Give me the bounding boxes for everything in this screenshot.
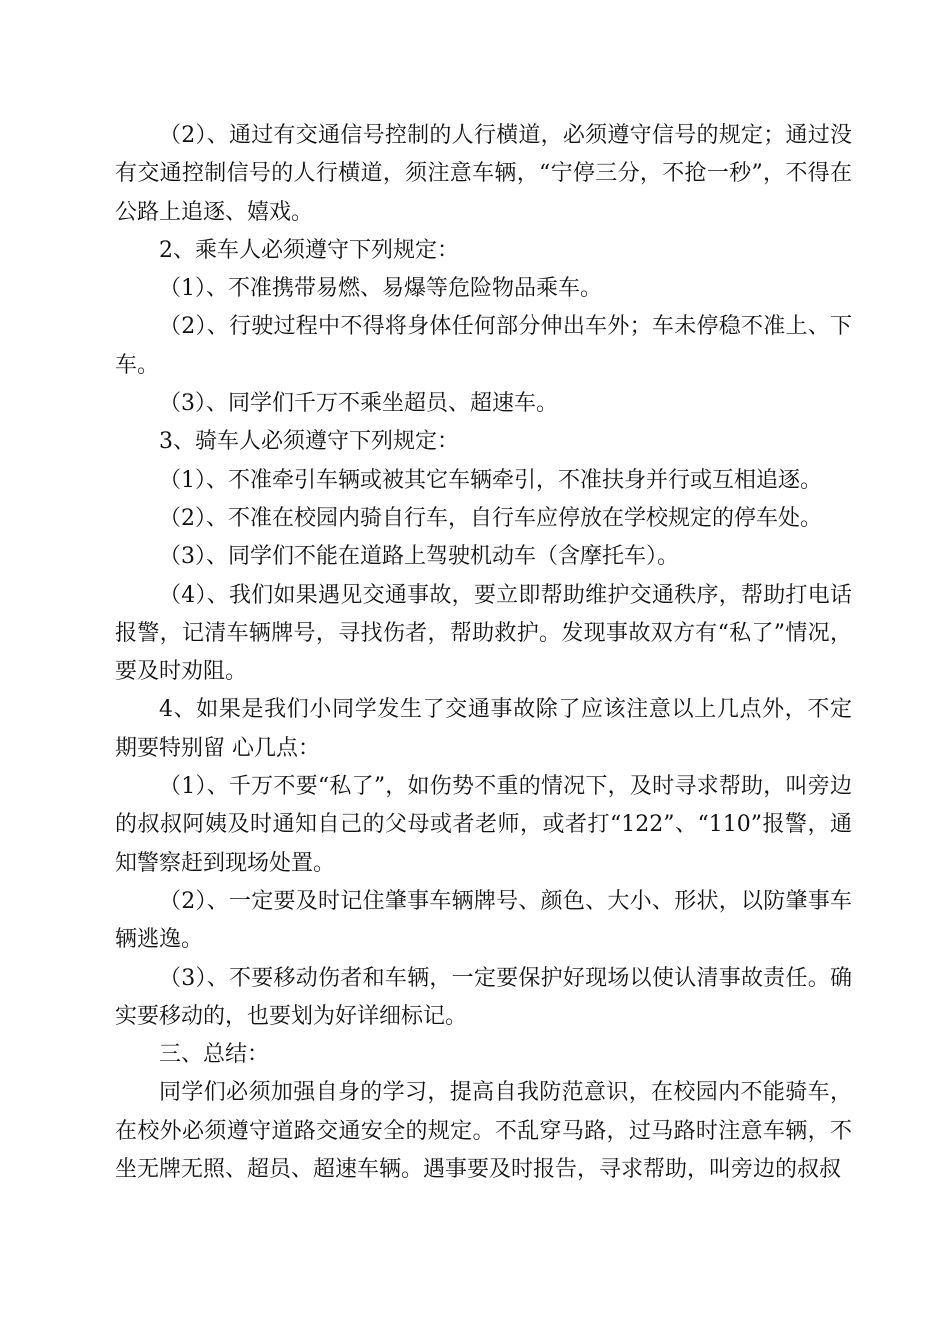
- paragraph-cyclist-rule-4: （4）、我们如果遇见交通事故，要立即帮助维护交通秩序，帮助打电话报警，记清车辆牌号，寻找伤者，帮助救护。发现事故双方有“私了”情况，要及时劝阻。: [115, 582, 852, 685]
- heading-passenger-rules: 2、乘车人必须遵守下列规定：: [159, 237, 459, 263]
- paragraph-cyclist-rule-1: （1）、不准牵引车辆或被其它车辆牵引，不准扶身并行或互相追逐。: [159, 467, 822, 493]
- heading-summary: 三、总结：: [159, 1042, 270, 1068]
- paragraph-passenger-rule-2: （2）、行驶过程中不得将身体任何部分伸出车外；车未停稳不准上、下车。: [115, 314, 852, 378]
- paragraph-accident-rule-3: （3）、不要移动伤者和车辆，一定要保护好现场以使认清事故责任。确实要移动的，也要划为好详细标记。: [115, 965, 852, 1029]
- paragraph-accident-rule-2: （2）、一定要及时记住肇事车辆牌号、颜色、大小、形状，以防肇事车辆逃逸。: [115, 888, 852, 953]
- paragraph-passenger-rule-3: （3）、同学们千万不乘坐超员、超速车。: [159, 391, 558, 417]
- paragraph-pedestrian-crosswalk: （2）、通过有交通信号控制的人行横道，必须遵守信号的规定；通过没有交通控制信号的人行横道，须注意车辆，“宁停三分，不抢一秒”，不得在公路上追逐、嬉戏。: [115, 123, 852, 225]
- paragraph-cyclist-rule-2: （2）、不准在校园内骑自行车，自行车应停放在学校规定的停车处。: [159, 505, 822, 531]
- heading-cyclist-rules: 3、骑车人必须遵守下列规定：: [159, 429, 459, 455]
- paragraph-summary: 同学们必须加强自身的学习，提高自我防范意识，在校园内不能骑车，在校外必须遵守道路交通安全的规定。不乱穿马路，过马路时注意车辆，不坐无牌无照、超员、超速车辆。遇事要及时报告，寻求帮助，叫旁边的叔叔: [115, 1080, 852, 1183]
- paragraph-cyclist-rule-3: （3）、同学们不能在道路上驾驶机动车（含摩托车）。: [159, 544, 679, 570]
- heading-accident-rules: 4、如果是我们小同学发生了交通事故除了应该注意以上几点外，不定期要特别留 心几点：: [115, 697, 852, 761]
- paragraph-passenger-rule-1: （1）、不准携带易燃、易爆等危险物品乘车。: [159, 276, 602, 302]
- document-body: [115, 117, 852, 1189]
- paragraph-accident-rule-1: （1）、千万不要“私了”，如伤势不重的情况下，及时寻求帮助，叫旁边的叔叔阿姨及时通知自己的父母或者老师，或者打“122”、“110”报警，通知警察赶到现场处置。: [115, 774, 852, 876]
